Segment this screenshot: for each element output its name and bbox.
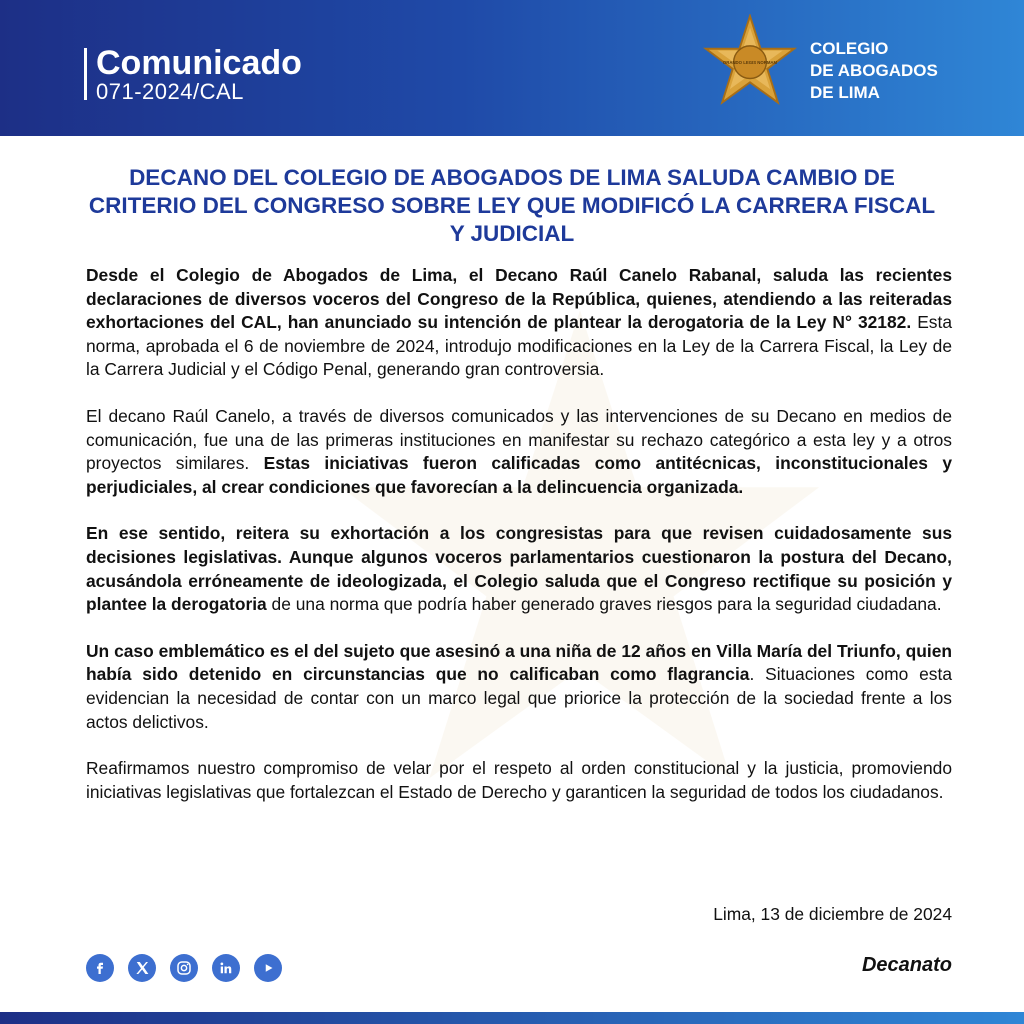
document-date: Lima, 13 de diciembre de 2024: [713, 904, 952, 924]
document-signer: Decanato: [861, 954, 952, 976]
paragraph-4-text: . Situaciones como esta evidencian la necesidad de contar con un marco legal que priorice la protección de la sociedad frente a los actos delictivos.: [86, 664, 952, 732]
footer-bar: [0, 1012, 1024, 1024]
paragraph-2-bold: Estas iniciativas fueron calificadas como antitécnicas, inconstitucionales y perjudiciales, al crear condiciones que favorecían a la delincuencia organizada.: [86, 453, 953, 497]
facebook-icon[interactable]: [86, 954, 114, 982]
document-headline: DECANO DEL COLEGIO DE ABOGADOS DE LIMA SALUDA CAMBIO DE CRITERIO DEL CONGRESO SOBRE LEY QUE MODIFICÓ LA CARRERA FISCAL Y JUDICIAL: [88, 165, 936, 246]
org-line: DE ABOGADOS: [810, 61, 938, 80]
x-icon[interactable]: [128, 954, 156, 982]
paragraph-1-bold: Desde el Colegio de Abogados de Lima, el Decano Raúl Canelo Rabanal, saluda las recientes declaraciones de diversos voceros del Congreso de la República, quienes, atendiendo a las reiteradas exhortaciones del CAL, han anunciado su intención de plantear la derogatoria de la Ley N° 32182.: [86, 265, 952, 333]
paragraph-2: [86, 405, 952, 499]
paragraph-4: [86, 640, 952, 734]
youtube-icon[interactable]: [254, 954, 282, 982]
logo-lettering: ORANDO LEGIS NORMAM: [722, 60, 778, 66]
header-banner: [0, 0, 1024, 136]
paragraph-1: [86, 264, 952, 382]
communique-number: 071-2024/CAL: [96, 79, 244, 104]
document-body: [86, 264, 952, 827]
paragraph-5: [86, 757, 952, 804]
paragraph-4-bold: Un caso emblemático es el del sujeto que asesinó a una niña de 12 años en Villa María del Triunfo, quien había sido detenido en circunstancias que no calificaban como flagrancia: [86, 640, 952, 685]
paragraph-3: [86, 522, 952, 616]
paragraph-2-text: El decano Raúl Canelo, a través de diversos comunicados y las intervenciones de su Decano en medios de comunicación, fue una de las primeras instituciones en manifestar su rechazo categórico a esta ley y a otros proyectos similares.: [86, 405, 952, 474]
paragraph-3-bold: En ese sentido, reitera su exhortación a los congresistas para que revisen cuidadosamente sus decisiones legislativas. Aunque algunos voceros parlamentarios cuestionaron la postura del Decano, acusándola erróneamente de ideologizada, el Colegio saluda que el Congreso rectifique su posición y plantee la derogatoria: [86, 523, 952, 615]
communique-title: Comunicado: [96, 44, 302, 82]
cal-star-logo: [702, 14, 798, 120]
org-line: DE LIMA: [810, 83, 880, 102]
linkedin-icon[interactable]: [212, 954, 240, 982]
org-line: COLEGIO: [810, 39, 889, 58]
paragraph-3-text: de una norma que podría haber generado graves riesgos para la seguridad ciudadana.: [266, 594, 942, 615]
social-links: [86, 954, 282, 982]
instagram-icon[interactable]: [170, 954, 198, 982]
header-divider: [84, 48, 87, 100]
paragraph-1-text: Esta norma, aprobada el 6 de noviembre de 2024, introdujo modificaciones en la Ley de la Carrera Fiscal, la Ley de la Carrera Judicial y el Código Penal, generando gran controversia.: [86, 312, 952, 380]
organization-name: [810, 38, 1000, 104]
paragraph-5-text: Reafirmamos nuestro compromiso de velar por el respeto al orden constitucional y la justicia, promoviendo iniciativas legislativas que fortalezcan el Estado de Derecho y garanticen la seguridad de todos los ciudadanos.: [86, 758, 952, 802]
